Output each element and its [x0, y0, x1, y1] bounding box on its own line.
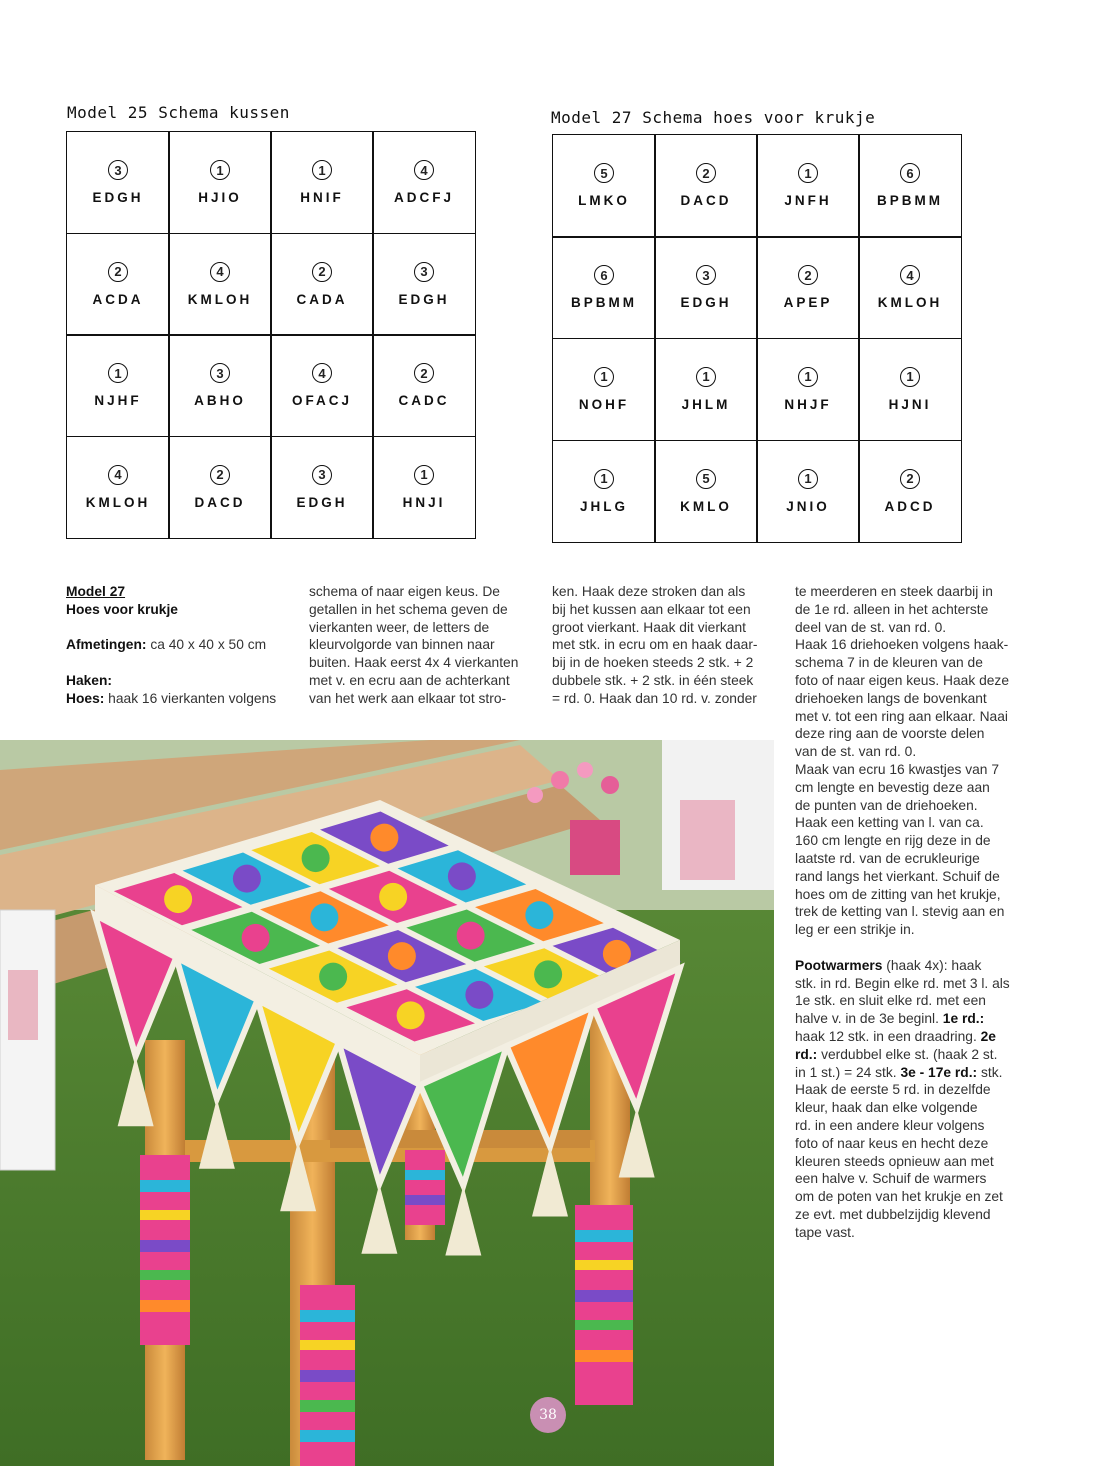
text-column-3 [552, 583, 782, 708]
col3-line: groot vierkant. Haak dit vierkant [552, 619, 747, 635]
col2-line: met v. en ecru aan de achterkant [309, 672, 510, 688]
poot-line: foto of naar keus en hecht deze [795, 1135, 989, 1151]
grid-cell [756, 236, 860, 339]
poot-line: stk. in rd. Begin elke rd. met 3 l. als [795, 975, 1010, 991]
circled-number: 1 [900, 367, 920, 387]
grid-cell [270, 131, 374, 234]
color-code: CADA [296, 291, 348, 307]
col3-line: ken. Haak deze stroken dan als [552, 584, 746, 599]
square-center [302, 844, 330, 872]
col2-line: getallen in het schema geven de [309, 601, 508, 617]
col4-line: deel van de st. van rd. 0. [795, 619, 947, 635]
square-center [370, 824, 398, 852]
grid-cell [66, 436, 170, 539]
circled-number: 6 [900, 163, 920, 183]
col4-line: te meerderen en steek daarbij in [795, 584, 993, 599]
color-code: HJIO [198, 190, 242, 206]
col4-line: Haak een ketting van l. van ca. [795, 815, 984, 831]
pootwarmers-label: Pootwarmers [795, 957, 883, 973]
circled-number: 2 [210, 465, 230, 485]
color-code: JNFH [784, 193, 832, 209]
afmetingen-value: ca 40 x 40 x 50 cm [146, 637, 267, 653]
grid-cell [372, 233, 476, 336]
col4-line: driehoeken langs de bovenkant [795, 690, 987, 706]
poot-line: Haak de eerste 5 rd. in dezelfde [795, 1082, 991, 1098]
grid-cell [372, 334, 476, 437]
color-code: HNJI [402, 494, 446, 510]
round-2-label-cont: rd.: [795, 1046, 818, 1062]
poot-line: om de poten van het krukje en zet [795, 1189, 1003, 1205]
grid-cell [66, 233, 170, 336]
poot-line: haak 12 stk. in een draadring. [795, 1028, 981, 1044]
grid-cell [66, 334, 170, 437]
color-code: APEP [783, 295, 833, 311]
grid-cell [270, 334, 374, 437]
circled-number: 5 [594, 163, 614, 183]
grid-cell [270, 436, 374, 539]
grid-cell [66, 131, 170, 234]
circled-number: 1 [108, 363, 128, 383]
grid-cell [168, 233, 272, 336]
grid-cell [654, 236, 758, 339]
col4-line: 160 cm lengte en rijg deze in de [795, 833, 991, 849]
color-code: BPBMM [571, 295, 637, 311]
circled-number: 4 [414, 160, 434, 180]
grid-cell [552, 338, 656, 441]
circled-number: 1 [210, 160, 230, 180]
poot-line: ze evt. met dubbelzijdig klevend [795, 1206, 991, 1222]
col4-line: de punten van de driehoeken. [795, 797, 978, 813]
square-center [534, 960, 562, 988]
hoes-label: Hoes: [66, 690, 105, 706]
col4-line: Haak 16 driehoeken volgens haak- [795, 637, 1009, 653]
col3-line: bij in de hoeken steeds 2 stk. + 2 [552, 655, 754, 671]
color-code: EDGH [680, 295, 732, 311]
afmetingen-label: Afmetingen: [66, 637, 147, 653]
grid-cell [756, 338, 860, 441]
color-code: KMLOH [85, 494, 151, 510]
col4-line: Maak van ecru 16 kwastjes van 7 [795, 761, 999, 777]
circled-number: 1 [696, 367, 716, 387]
grid-cell [270, 233, 374, 336]
poot-line: een halve v. Schuif de warmers [795, 1171, 987, 1187]
circled-number: 2 [108, 262, 128, 282]
poot-line: halve v. in de 3e beginl. [795, 1011, 943, 1027]
grid-right [552, 134, 962, 543]
color-code: HJNI [888, 396, 932, 412]
color-code: EDGH [398, 291, 450, 307]
col4-line: cm lengte en bevestig deze aan [795, 779, 990, 795]
circled-number: 1 [798, 469, 818, 489]
grid-cell [168, 131, 272, 234]
color-code: NHJF [784, 396, 832, 412]
poot-line: tape vast. [795, 1224, 855, 1240]
square-center [242, 924, 270, 952]
model-heading: Model 27 [66, 584, 126, 599]
color-code: DACD [680, 193, 732, 209]
poot-line: rd. in een andere kleur volgens [795, 1117, 985, 1133]
grid-cell [858, 338, 962, 441]
color-code: OFACJ [291, 393, 352, 409]
col3-line: = rd. 0. Haak dan 10 rd. v. zonder [552, 690, 757, 706]
text-column-1 [66, 583, 296, 708]
col2-line: kleurvolgorde van binnen naar [309, 637, 495, 653]
round-3-17-label: 3e - 17e rd.: [900, 1064, 978, 1080]
square-center [457, 922, 485, 950]
color-code: BPBMM [877, 193, 943, 209]
square-center [448, 862, 476, 890]
circled-number: 1 [594, 469, 614, 489]
grid-cell [168, 334, 272, 437]
col4-line: trek de ketting van l. stevig aan en [795, 904, 1005, 920]
col4-line: van de st. van rd. 0. [795, 744, 917, 760]
circled-number: 1 [312, 160, 332, 180]
color-code: HNIF [300, 190, 344, 206]
round-2-label: 2e [980, 1028, 996, 1044]
grid-cell [858, 440, 962, 543]
text-column-2 [309, 583, 544, 708]
square-center [233, 865, 261, 893]
color-code: ACDA [92, 291, 144, 307]
grid-cell [858, 134, 962, 237]
col4-line: leg er een strikje in. [795, 922, 915, 938]
circled-number: 4 [312, 363, 332, 383]
col4-line: deze ring aan de voorste delen [795, 726, 985, 742]
circled-number: 2 [414, 363, 434, 383]
grid-left-title: Model 25 Schema kussen [67, 103, 290, 122]
square-center [388, 942, 416, 970]
square-center [397, 1001, 425, 1029]
col4-line: met v. tot een ring aan elkaar. Naai [795, 708, 1008, 724]
col4-line: hoes om de zitting van het krukje, [795, 886, 1001, 902]
round-1-label: 1e rd.: [942, 1011, 985, 1027]
text-column-4 [795, 583, 1035, 1241]
color-code: ABHO [194, 393, 246, 409]
circled-number: 1 [798, 367, 818, 387]
grid-cell [168, 436, 272, 539]
col4-line: schema 7 in de kleuren van de [795, 655, 983, 671]
circled-number: 1 [414, 465, 434, 485]
col4-line: laatste rd. van de ecrukleurige [795, 850, 980, 866]
circled-number: 2 [798, 265, 818, 285]
circled-number: 4 [900, 265, 920, 285]
grid-right-title: Model 27 Schema hoes voor krukje [551, 108, 876, 127]
color-code: JNIO [786, 498, 830, 514]
grid-cell [552, 440, 656, 543]
circled-number: 3 [108, 160, 128, 180]
poot-line: 1e stk. en sluit elke rd. met een [795, 993, 986, 1009]
col2-line: buiten. Haak eerst 4x 4 vierkanten [309, 655, 519, 671]
col3-line: met stk. in ecru om en haak daar- [552, 637, 758, 653]
col2-line: van het werk aan elkaar tot stro- [309, 690, 507, 706]
color-code: ADCD [884, 498, 936, 514]
circled-number: 4 [108, 465, 128, 485]
grid-cell [858, 236, 962, 339]
haken-label: Haken: [66, 672, 113, 688]
poot-line: stk. [977, 1064, 1003, 1080]
col4-line: rand langs het vierkant. Schuif de [795, 868, 1000, 884]
poot-line: kleur, haak dan elke volgende [795, 1100, 978, 1116]
circled-number: 5 [696, 469, 716, 489]
grid-cell [552, 134, 656, 237]
circled-number: 2 [900, 469, 920, 489]
color-code: ADCFJ [393, 190, 454, 206]
circled-number: 2 [312, 262, 332, 282]
col3-line: dubbele stk. + 2 stk. in één steek [552, 672, 754, 688]
color-code: EDGH [92, 190, 144, 206]
color-code: LMKO [578, 193, 630, 209]
square-center [310, 903, 338, 931]
color-code: JHLM [681, 396, 731, 412]
color-code: NJHF [94, 393, 142, 409]
grid-cell [372, 131, 476, 234]
color-code: KMLOH [187, 291, 253, 307]
grid-cell [654, 338, 758, 441]
poot-line: verdubbel elke st. (haak 2 st. [817, 1046, 998, 1062]
col3-line: bij het kussen aan elkaar tot een [552, 601, 751, 617]
color-code: EDGH [296, 494, 348, 510]
circled-number: 3 [414, 262, 434, 282]
stool-photo [0, 740, 774, 1466]
circled-number: 3 [210, 363, 230, 383]
grid-cell [756, 440, 860, 543]
square-center [379, 883, 407, 911]
circled-number: 1 [594, 367, 614, 387]
grid-cell [372, 436, 476, 539]
color-code: DACD [194, 494, 246, 510]
col2-line: schema of naar eigen keus. De [309, 584, 500, 599]
page-number: 38 [530, 1397, 566, 1433]
color-code: JHLG [579, 498, 628, 514]
poot-line: (haak 4x): haak [882, 957, 982, 973]
circled-number: 2 [696, 163, 716, 183]
circled-number: 6 [594, 265, 614, 285]
color-code: KMLO [680, 498, 732, 514]
circled-number: 3 [312, 465, 332, 485]
col4-line: de 1e rd. alleen in het achterste [795, 601, 989, 617]
grid-cell [654, 134, 758, 237]
color-code: NOHF [578, 396, 630, 412]
square-center [319, 963, 347, 991]
hoes-text: haak 16 vierkanten volgens [104, 690, 277, 706]
grid-cell [552, 236, 656, 339]
poot-line: kleuren steeds opnieuw aan met [795, 1153, 994, 1169]
grid-cell [756, 134, 860, 237]
circled-number: 1 [798, 163, 818, 183]
col4-line: foto of naar eigen keus. Haak deze [795, 672, 1009, 688]
grid-left [66, 131, 476, 539]
color-code: KMLOH [877, 295, 943, 311]
model-subtitle: Hoes voor krukje [66, 601, 178, 617]
square-center [164, 885, 192, 913]
col2-line: vierkanten weer, de letters de [309, 619, 490, 635]
grid-cell [654, 440, 758, 543]
poot-line: in 1 st.) = 24 stk. [795, 1064, 901, 1080]
color-code: CADC [398, 393, 450, 409]
square-center [465, 981, 493, 1009]
square-center [525, 901, 553, 929]
circled-number: 3 [696, 265, 716, 285]
circled-number: 4 [210, 262, 230, 282]
